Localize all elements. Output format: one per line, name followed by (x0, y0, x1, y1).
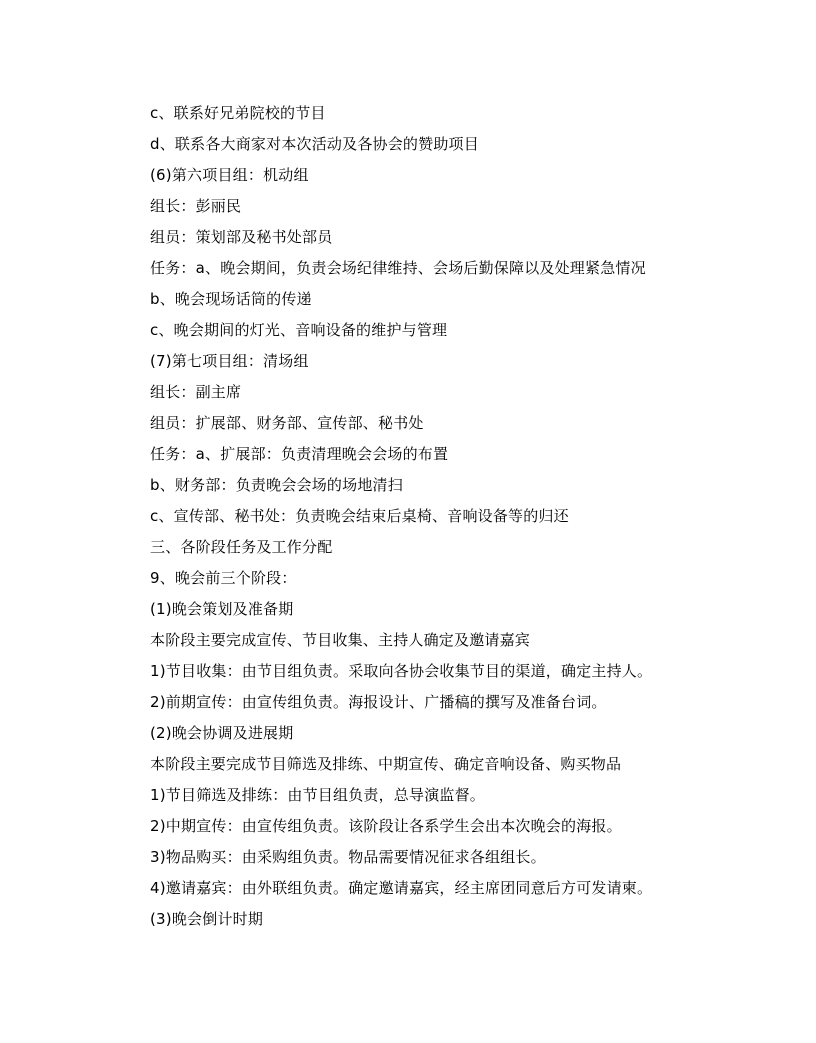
section-heading: (7)第七项目组：清场组 (150, 352, 309, 370)
text-line: 本阶段主要完成节目筛选及排练、中期宣传、确定音响设备、购买物品 (150, 755, 622, 773)
text-line: c、宣传部、秘书处：负责晚会结束后桌椅、音响设备等的归还 (150, 507, 569, 525)
text-line: 2)前期宣传：由宣传组负责。海报设计、广播稿的撰写及准备台词。 (150, 693, 607, 711)
text-line: 2)中期宣传：由宣传组负责。该阶段让各系学生会出本次晚会的海报。 (150, 817, 622, 835)
document-body (150, 98, 710, 935)
text-line: 组员：策划部及秘书处部员 (150, 228, 333, 246)
text-line: 组长：副主席 (150, 383, 242, 401)
text-line: b、财务部：负责晚会会场的场地清扫 (150, 476, 403, 494)
text-line: 1)节目筛选及排练：由节目组负责，总导演监督。 (150, 786, 485, 804)
section-heading: (6)第六项目组：机动组 (150, 166, 309, 184)
text-line: 4)邀请嘉宾：由外联组负责。确定邀请嘉宾，经主席团同意后方可发请柬。 (150, 879, 653, 897)
text-line: 1)节目收集：由节目组负责。采取向各协会收集节目的渠道，确定主持人。 (150, 662, 653, 680)
text-line: 组员：扩展部、财务部、宣传部、秘书处 (150, 414, 424, 432)
section-heading: (3)晚会倒计时期 (150, 910, 264, 928)
text-line: d、联系各大商家对本次活动及各协会的赞助项目 (150, 135, 479, 153)
text-line: 组长：彭丽民 (150, 197, 242, 215)
text-line: 任务：a、扩展部：负责清理晚会会场的布置 (150, 445, 449, 463)
text-line: b、晚会现场话筒的传递 (150, 290, 312, 308)
section-heading: (1)晚会策划及准备期 (150, 600, 294, 618)
text-line: 本阶段主要完成宣传、节目收集、主持人确定及邀请嘉宾 (150, 631, 531, 649)
section-heading: 三、各阶段任务及工作分配 (150, 538, 333, 556)
text-line: c、晚会期间的灯光、音响设备的维护与管理 (150, 321, 448, 339)
section-heading: (2)晚会协调及进展期 (150, 724, 294, 742)
text-line: c、联系好兄弟院校的节目 (150, 104, 326, 122)
text-line: 3)物品购买：由采购组负责。物品需要情况征求各组组长。 (150, 848, 546, 866)
text-line: 9、晚会前三个阶段： (150, 569, 297, 587)
text-line: 任务：a、晚会期间，负责会场纪律维持、会场后勤保障以及处理紧急情况 (150, 259, 646, 277)
